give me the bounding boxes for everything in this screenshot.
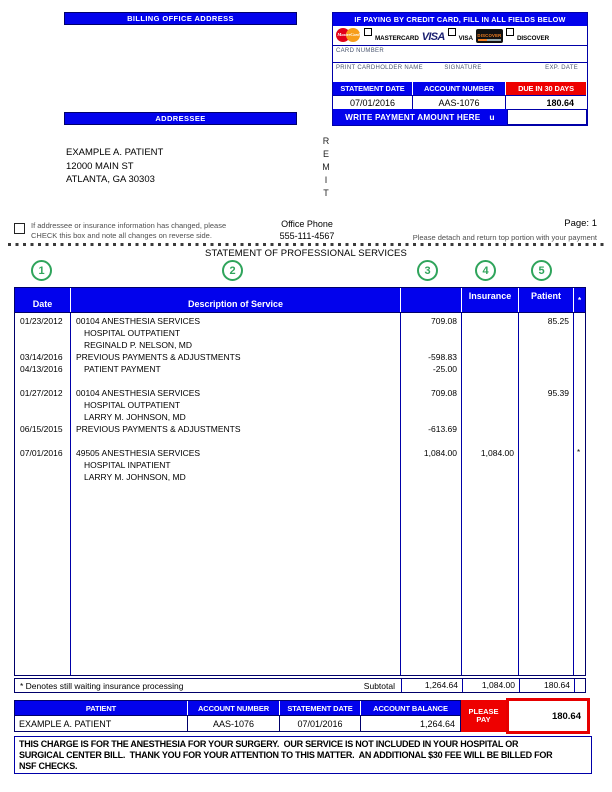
detach-instruction: Please detach and return top portion with your payment <box>412 233 597 242</box>
card-number-field[interactable]: CARD NUMBER <box>333 45 587 62</box>
mastercard-logo-icon: MasterCard <box>336 28 361 43</box>
table-row <box>15 375 585 387</box>
write-payment-row <box>333 109 587 125</box>
table-row: HOSPITAL OUTPATIENT <box>84 400 181 410</box>
table-row: 03/14/2016 PREVIOUS PAYMENTS & ADJUSTMENTS -598.83 <box>20 352 457 362</box>
summary-account-balance-header: ACCOUNT BALANCE <box>361 701 460 715</box>
table-row: REGINALD P. NELSON, MD <box>84 340 193 350</box>
column-marker-3: 3 <box>417 260 438 281</box>
insurance-column-header: Insurance <box>462 288 519 312</box>
statement-date-header: STATEMENT DATE <box>333 82 413 95</box>
visa-checkbox[interactable] <box>448 28 456 36</box>
subtotal-flag-cell <box>574 679 585 692</box>
table-row: HOSPITAL INPATIENT <box>84 460 171 470</box>
subtotal-label: Subtotal <box>363 680 395 691</box>
column-marker-1: 1 <box>31 260 52 281</box>
statement-title: STATEMENT OF PROFESSIONAL SERVICES <box>205 248 407 259</box>
footer-notice: THIS CHARGE IS FOR THE ANESTHESIA FOR YOUR SURGERY. OUR SERVICE IS NOT INCLUDED IN YOUR HOSPITAL OR SURGICAL CENTER BILL. THANK YOU FOR YOUR ATTENTION TO THIS MATTER. AN ADDITIONAL $30 FEE WILL BE BILLED FOR NSF CHECKS. <box>14 736 592 774</box>
card-brand-row <box>333 26 587 45</box>
flag-column-header: * <box>577 295 582 305</box>
address-change-note: If addressee or insurance information has changed, please CHECK this box and note all changes on reverse side. <box>31 221 227 240</box>
statement-table <box>14 287 586 676</box>
column-marker-4: 4 <box>475 260 496 281</box>
statement-info-header <box>333 82 587 95</box>
date-column-header: Date <box>15 288 71 312</box>
please-pay-badge: PLEASE PAY <box>461 700 506 732</box>
subtotal-patient: 180.64 <box>519 679 574 692</box>
signature-field[interactable]: SIGNATURE <box>444 65 482 71</box>
account-number-header: ACCOUNT NUMBER <box>413 82 506 95</box>
statement-date-value: 07/01/2016 <box>333 95 413 109</box>
summary-account-number-value: AAS-1076 <box>188 715 280 731</box>
visa-label: VISA <box>458 35 473 42</box>
write-payment-label: WRITE PAYMENT AMOUNT HERE u <box>345 112 495 122</box>
dashed-separator <box>8 243 604 246</box>
column-marker-5: 5 <box>531 260 552 281</box>
discover-checkbox[interactable] <box>506 28 514 36</box>
table-row <box>15 435 585 447</box>
address-change-checkbox[interactable] <box>14 223 25 234</box>
summary-statement-date-header: STATEMENT DATE <box>280 701 361 715</box>
column-marker-2: 2 <box>222 260 243 281</box>
office-phone-number: 555-111-4567 <box>279 230 335 241</box>
table-row: LARRY M. JOHNSON, MD <box>84 412 186 422</box>
remit-label: R E M I T <box>322 136 330 198</box>
write-payment-marker-icon: u <box>489 112 495 122</box>
cardholder-row <box>333 62 587 82</box>
statement-table-header <box>14 287 586 313</box>
statement-info-values <box>333 95 587 109</box>
credit-card-section <box>332 12 588 126</box>
table-row: HOSPITAL OUTPATIENT <box>84 328 181 338</box>
visa-logo-icon: VISA <box>421 30 445 43</box>
table-row: 04/13/2016 PATIENT PAYMENT -25.00 <box>20 364 457 374</box>
addressee-bar: ADDRESSEE <box>64 112 297 125</box>
insurance-footnote: * Denotes still waiting insurance processing <box>20 680 184 691</box>
addressee-name: EXAMPLE A. PATIENT <box>66 147 164 158</box>
cardholder-name-field[interactable]: PRINT CARDHOLDER NAME <box>336 65 423 71</box>
due-in-30-days-header: DUE IN 30 DAYS <box>506 82 586 95</box>
mastercard-checkbox[interactable] <box>364 28 372 36</box>
addressee-city: ATLANTA, GA 30303 <box>66 174 155 185</box>
account-number-value: AAS-1076 <box>413 95 506 109</box>
table-row: LARRY M. JOHNSON, MD <box>84 472 186 482</box>
statement-rows <box>15 315 585 483</box>
summary-account-balance-value: 1,264.64 <box>361 715 460 731</box>
summary-account-number-header: ACCOUNT NUMBER <box>188 701 280 715</box>
exp-date-field[interactable]: EXP. DATE <box>545 65 578 71</box>
mastercard-label: MASTERCARD <box>375 35 419 42</box>
table-row: 01/27/2012 00104 ANESTHESIA SERVICES 709.08 95.39 <box>20 388 569 398</box>
discover-label: DISCOVER <box>516 35 550 42</box>
summary-table <box>14 700 590 732</box>
subtotal-amount: 1,264.64 <box>401 679 462 692</box>
table-row: 06/15/2015 PREVIOUS PAYMENTS & ADJUSTMENTS -613.69 <box>20 424 457 434</box>
summary-patient-header: PATIENT <box>15 701 188 715</box>
discover-logo-icon: DISCOVER <box>476 29 503 43</box>
credit-card-title: IF PAYING BY CREDIT CARD, FILL IN ALL FIELDS BELOW <box>333 13 587 26</box>
please-pay-amount-box: 180.64 <box>506 698 590 734</box>
amount-column-header <box>401 288 462 312</box>
subtotal-row <box>14 678 586 693</box>
payment-amount-input-box[interactable] <box>507 109 587 125</box>
patient-column-header: Patient <box>519 288 574 312</box>
page-indicator: Page: 1 <box>564 218 597 229</box>
addressee-street: 12000 MAIN ST <box>66 160 134 172</box>
summary-patient-value: EXAMPLE A. PATIENT <box>15 715 188 731</box>
addressee-block <box>66 146 163 187</box>
office-phone-block <box>252 219 362 242</box>
description-column-header: Description of Service <box>71 288 401 312</box>
summary-statement-date-value: 07/01/2016 <box>280 715 361 731</box>
billing-office-address-bar: BILLING OFFICE ADDRESS <box>64 12 297 25</box>
table-row: 01/23/2012 00104 ANESTHESIA SERVICES 709.08 85.25 <box>20 316 569 326</box>
subtotal-insurance: 1,084.00 <box>462 679 519 692</box>
statement-table-body <box>14 313 586 676</box>
table-row: 07/01/2016 49505 ANESTHESIA SERVICES 1,084.00 1,084.00 * <box>20 448 581 458</box>
office-phone-label: Office Phone <box>281 219 333 229</box>
amount-due-value: 180.64 <box>506 95 586 109</box>
